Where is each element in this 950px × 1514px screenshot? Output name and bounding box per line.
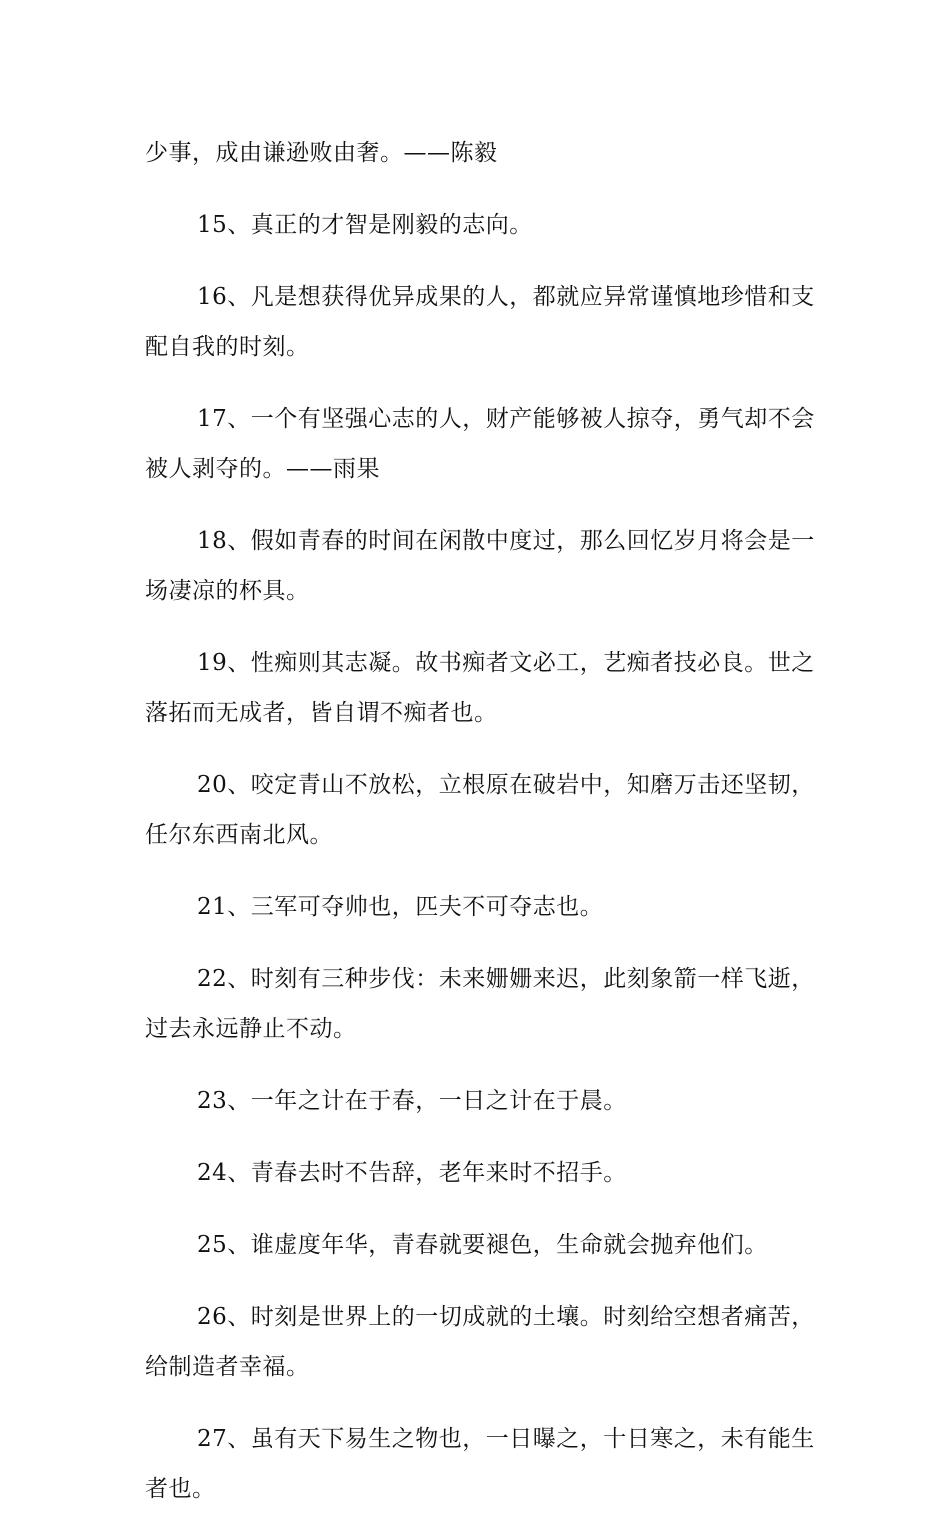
quote-27: 27、虽有天下易生之物也，一日曝之，十日寒之，未有能生者也。 xyxy=(145,1426,815,1502)
paragraph-continuation: 少事，成由谦逊败由奢。——陈毅 xyxy=(145,140,498,166)
quote-21: 21、三军可夺帅也，匹夫不可夺志也。 xyxy=(197,894,604,920)
quote-16: 16、凡是想获得优异成果的人，都就应异常谨慎地珍惜和支配自我的时刻。 xyxy=(145,284,815,360)
quote-18: 18、假如青春的时间在闲散中度过，那么回忆岁月将会是一场凄凉的杯具。 xyxy=(145,528,815,604)
quote-19: 19、性痴则其志凝。故书痴者文必工，艺痴者技必良。世之落拓而无成者，皆自谓不痴者也。 xyxy=(145,650,815,726)
quote-15: 15、真正的才智是刚毅的志向。 xyxy=(197,212,533,238)
quote-25: 25、谁虚度年华，青春就要褪色，生命就会抛弃他们。 xyxy=(197,1232,768,1258)
quote-20: 20、咬定青山不放松，立根原在破岩中，知磨万击还坚韧，任尔东西南北风。 xyxy=(145,772,815,848)
quote-23: 23、一年之计在于春，一日之计在于晨。 xyxy=(197,1088,627,1114)
quote-26: 26、时刻是世界上的一切成就的土壤。时刻给空想者痛苦，给制造者幸福。 xyxy=(145,1304,815,1380)
quote-22: 22、时刻有三种步伐：未来姗姗来迟，此刻象箭一样飞逝，过去永远静止不动。 xyxy=(145,966,815,1042)
quote-24: 24、青春去时不告辞，老年来时不招手。 xyxy=(197,1160,627,1186)
quote-17: 17、一个有坚强心志的人，财产能够被人掠夺，勇气却不会被人剥夺的。——雨果 xyxy=(145,406,815,482)
document-body xyxy=(145,128,815,1514)
